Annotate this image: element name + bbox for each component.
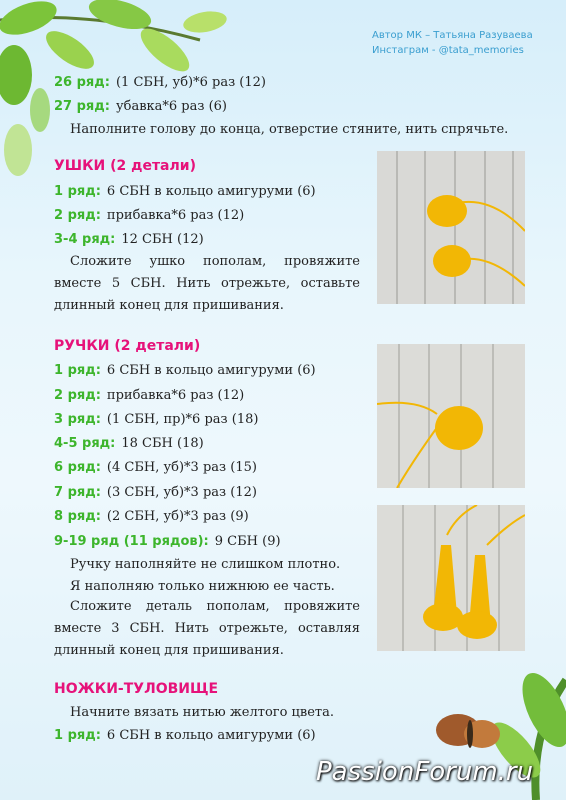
- legs-title: НОЖКИ-ТУЛОВИЩЕ: [54, 681, 219, 697]
- head-note: Наполните голову до конца, отверстие стяните, нить спрячьте.: [70, 122, 509, 137]
- legs-note: Начните вязать нитью желтого цвета.: [70, 705, 334, 720]
- arms-row-4-5: 4-5 ряд: 18 СБН (18): [54, 436, 204, 451]
- arms-row-1: 1 ряд: 6 СБН в кольцо амигуруми (6): [54, 363, 316, 378]
- ears-note: Сложите ушко пополам, провяжите вместе 5 СБН. Нить отрежьте, оставьте длинный конец для пришивания.: [54, 254, 360, 313]
- author-credit: [372, 28, 533, 58]
- legs-row-1: 1 ряд: 6 СБН в кольцо амигуруми (6): [54, 728, 316, 743]
- arms-row-3: 3 ряд: (1 СБН, пр)*6 раз (18): [54, 412, 259, 427]
- arms-note-3: Сложите деталь пополам, провяжите вместе 3 СБН. Нить отрежьте, оставляя длинный конец для пришивания.: [54, 599, 360, 658]
- arms-row-8: 8 ряд: (2 СБН, уб)*3 раз (9): [54, 509, 249, 524]
- arm-ball-photo: [377, 344, 525, 488]
- ears-row-1: 1 ряд: 6 СБН в кольцо амигуруми (6): [54, 184, 316, 199]
- author-name: Автор МК – Татьяна Разуваева: [372, 30, 533, 41]
- row-27: 27 ряд: убавка*6 раз (6): [54, 99, 228, 114]
- ears-row-3: 3-4 ряд: 12 СБН (12): [54, 232, 204, 247]
- watermark: PassionForum.ru: [316, 757, 534, 787]
- row-26: 26 ряд: (1 СБН, уб)*6 раз (12): [54, 75, 266, 90]
- ears-photo: [377, 151, 525, 304]
- arms-row-6: 6 ряд: (4 СБН, уб)*3 раз (15): [54, 460, 257, 475]
- arms-row-7: 7 ряд: (3 СБН, уб)*3 раз (12): [54, 485, 257, 500]
- arms-row-2: 2 ряд: прибавка*6 раз (12): [54, 388, 245, 403]
- arms-note-2: Я наполняю только нижнюю ее часть.: [70, 579, 335, 594]
- ears-row-2: 2 ряд: прибавка*6 раз (12): [54, 208, 245, 223]
- arms-row-9-19: 9-19 ряд (11 рядов): 9 СБН (9): [54, 534, 281, 549]
- arms-finished-photo: [377, 505, 525, 651]
- ears-title: УШКИ (2 детали): [54, 158, 196, 174]
- arms-note-1: Ручку наполняйте не слишком плотно.: [70, 557, 341, 572]
- arms-title: РУЧКИ (2 детали): [54, 338, 201, 354]
- author-instagram: Инстаграм - @tata_memories: [372, 45, 524, 56]
